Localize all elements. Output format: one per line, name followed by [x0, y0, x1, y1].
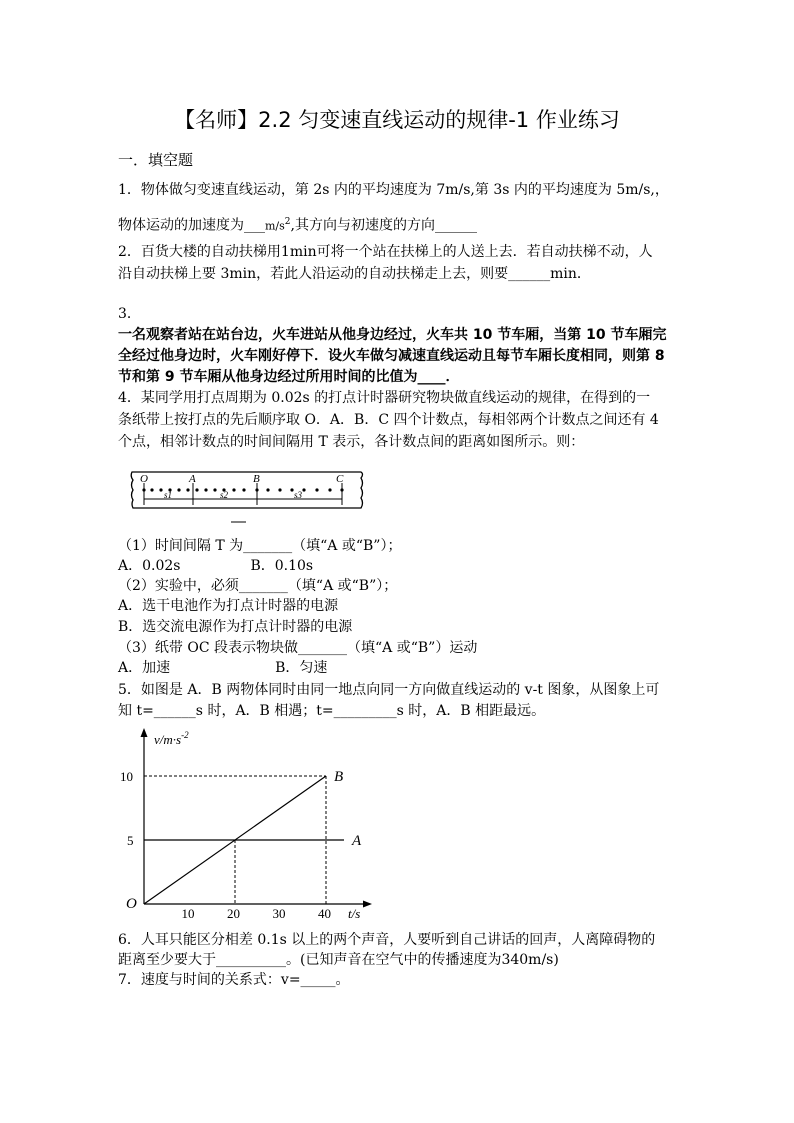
q4-sub1-option-b: B．0.10s [250, 558, 314, 574]
q4-sub2-option-a: A．选干电池作为打点计时器的电源 [118, 598, 339, 614]
x-tick-label-20: 20 [227, 906, 240, 921]
q6-line2: 距离至少要大于__________。(已知声音在空气中的传播速度为340m/s) [118, 952, 559, 968]
q1-line1: 1．物体做匀变速直线运动，第 2s 内的平均速度为 7m/s,第 3s 内的平均速度为 5m/s,， [118, 182, 669, 198]
section-heading: 一．填空题 [118, 151, 194, 169]
series-label-a: A [352, 833, 362, 849]
tape-label-s3: s3 [294, 490, 303, 500]
q7-line1: 7．速度与时间的关系式：v=_____。 [118, 972, 350, 988]
q4-sub3-options [118, 658, 327, 678]
y-axis-label: $v/m\cdot s^{-2}$ [154, 730, 189, 747]
q5-line1: 5．如图是 A．B 两物体同时由同一地点向同一方向做直线运动的 v-t 图象，从图象上可 [118, 682, 660, 698]
q4-sub3-option-a: A．加速 [118, 660, 171, 676]
q4-sub3-option-b: B．匀速 [275, 660, 328, 676]
q4-line1: 4．某同学用打点周期为 0.02s 的打点计时器研究物块做直线运动的规律，在得到的一 [118, 390, 651, 406]
x-tick-label-10: 10 [181, 906, 195, 921]
x-tick-label-30: 30 [272, 906, 286, 921]
q1-unit-exp: 2 [284, 217, 291, 227]
q4-sub2: （2）实验中，必须_______（填“A 或“B”）； [118, 578, 398, 594]
origin-label: O [126, 896, 137, 912]
q4-line2: 条纸带上按打点的先后顺序取 O．A．B．C 四个计数点，每相邻两个计数点之间还有 4 [118, 412, 659, 428]
series-label-b: B [334, 769, 344, 785]
q2-line1: 2．百货大楼的自动扶梯用1min可将一个站在扶梯上的人送上去．若自动扶梯不动，人 [118, 244, 653, 260]
tape-label-c: C [336, 473, 344, 485]
paper-tape-diagram [128, 467, 368, 527]
q4-line3: 个点，相邻计数点的时间间隔用 T 表示，各计数点间的距离如图所示。则： [118, 434, 585, 450]
page-title: 【名师】2.2 匀变速直线运动的规律-1 作业练习 [174, 108, 620, 132]
y-tick-label-10: 10 [120, 769, 133, 784]
q4-sub1: （1）时间间隔 T 为_______（填“A 或“B”）； [118, 538, 402, 554]
y-tick-label-5: 5 [127, 833, 134, 848]
x-axis-arrow [363, 901, 372, 908]
q6-line1: 6．人耳只能区分相差 0.1s 以上的两个声音，人要听到自己讲话的回声，人离障碍物的 [118, 932, 656, 948]
x-tick-label-40: 40 [318, 906, 331, 921]
q3-text: 一名观察者站在站台边，火车进站从他身边经过，火车共 10 节车厢，当第 10 节车厢完全经过他身边时，火车刚好停下．设火车做匀减速直线运动且每节车厢长度相同，则第 8 节和第 9 节车厢从他身边经过所用时间的比值为____． [118, 327, 667, 385]
q1-unit: m/s [265, 219, 285, 233]
q1-pre: 物体运动的加速度为___ [118, 217, 265, 234]
q2-line2: 沿自动扶梯上要 3min，若此人沿运动的自动扶梯走上去，则要______min． [118, 266, 591, 282]
q4-sub1-options [118, 556, 313, 576]
tape-label-s1: s1 [164, 490, 173, 500]
q1-line2 [118, 212, 477, 237]
y-axis-arrow [141, 728, 148, 737]
q3-number: 3． [118, 306, 141, 322]
tape-label-s2: s2 [220, 490, 229, 500]
q4-sub1-option-a: A．0.02s [118, 558, 181, 574]
tape-label-a: A [189, 473, 196, 485]
tape-label-o: O [140, 473, 148, 485]
q5-line2: 知 t=______s 时，A．B 相遇；t=_________s 时，A．B 相距最远。 [118, 703, 546, 719]
x-axis-label: t/s [348, 906, 361, 921]
tape-label-b: B [253, 473, 260, 485]
vt-graph [116, 728, 376, 924]
q4-sub2-option-b: B．选交流电源作为打点计时器的电源 [118, 619, 353, 635]
q1-post: ,其方向与初速度的方向______ [290, 217, 477, 234]
q4-sub3: （3）纸带 OC 段表示物块做_______（填“A 或“B”）运动 [118, 640, 478, 656]
